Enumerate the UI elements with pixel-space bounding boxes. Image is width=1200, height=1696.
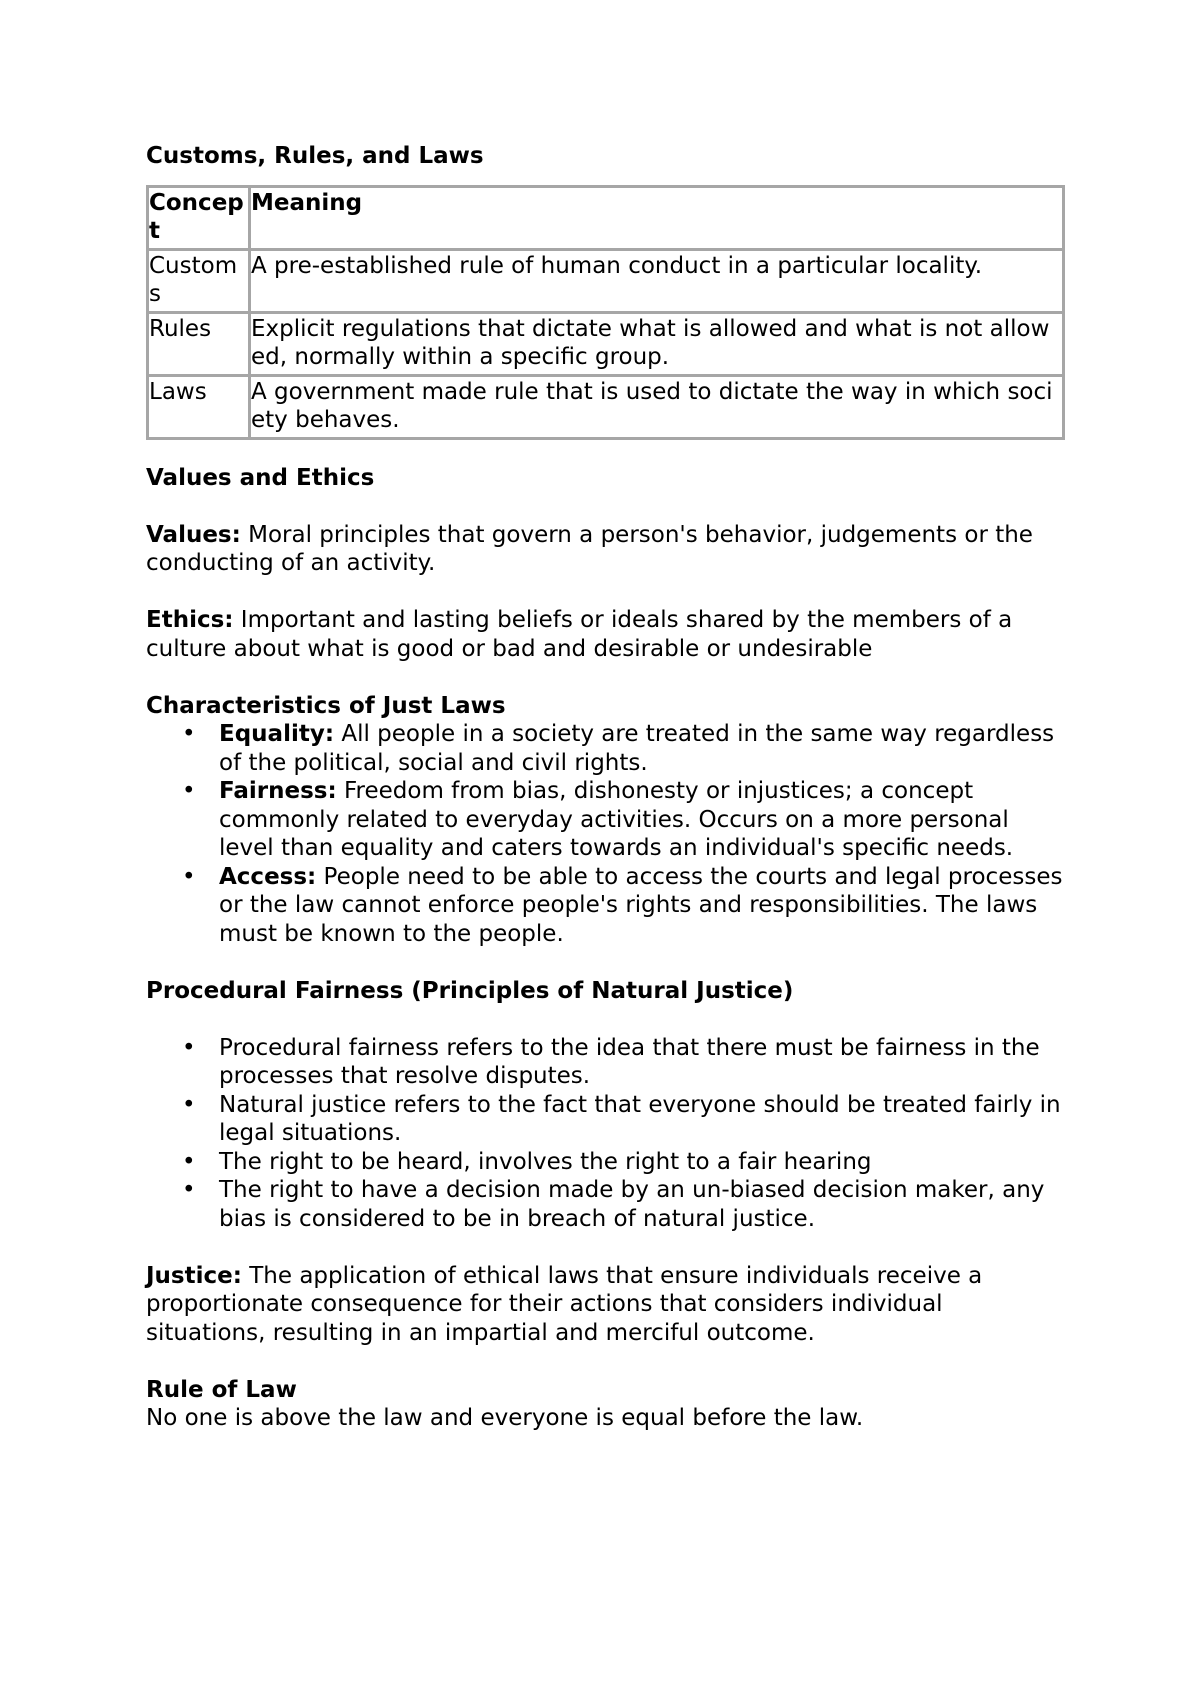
bullet-icon: • <box>182 1034 196 1061</box>
bullet-icon: • <box>182 1177 196 1203</box>
rule-of-law-heading: Rule of Law <box>146 1376 297 1403</box>
list-item-text: Procedural fairness refers to the idea that there must be fairness in the processes that resolve disputes. <box>219 1034 1040 1089</box>
document-page <box>146 142 1066 1433</box>
concepts-table <box>146 185 1065 440</box>
values-term: Values: <box>146 521 241 548</box>
table-header-meaning: Meaning <box>250 186 1064 249</box>
table-header-concept: Concept <box>148 186 250 249</box>
values-ethics-heading: Values and Ethics <box>146 464 375 491</box>
list-item-text: Freedom from bias, dishonesty or injustices; a concept commonly related to everyday activities. Occurs on a more personal level than equality and caters towards an individual's specific needs. <box>219 778 1014 861</box>
list-item <box>146 1176 1066 1233</box>
list-item <box>146 863 1066 949</box>
table-cell-concept: Rules <box>148 312 250 375</box>
list-item-text: The right to be heard, involves the right to a fair hearing <box>219 1148 872 1175</box>
bullet-icon: • <box>182 863 196 890</box>
ethics-term: Ethics: <box>146 607 234 633</box>
list-item-text: People need to be able to access the courts and legal processes or the law cannot enforce people's rights and responsibilities. The laws must be known to the people. <box>219 863 1063 947</box>
table-row <box>148 375 1064 438</box>
document-title: Customs, Rules, and Laws <box>146 143 484 169</box>
values-definition <box>146 521 1066 578</box>
justice-term: Justice: <box>146 1262 242 1289</box>
list-item <box>146 1034 1066 1091</box>
list-item-term: Equality: <box>219 721 335 747</box>
list-item <box>146 777 1066 863</box>
bullet-icon: • <box>182 1091 196 1118</box>
rule-of-law-text: No one is above the law and everyone is equal before the law. <box>146 1405 864 1431</box>
list-item-term: Fairness: <box>219 778 337 804</box>
ethics-definition <box>146 606 1066 663</box>
table-row <box>148 249 1064 312</box>
table-row <box>148 312 1064 375</box>
table-cell-meaning: A government made rule that is used to dictate the way in which society behaves. <box>250 375 1064 438</box>
procedural-list <box>146 1034 1066 1234</box>
list-item-term: Access: <box>219 863 317 890</box>
list-item-text: Natural justice refers to the fact that everyone should be treated fairly in legal situations. <box>219 1091 1061 1146</box>
table-cell-concept: Customs <box>148 249 250 312</box>
ethics-text: Important and lasting beliefs or ideals shared by the members of a culture about what is good or bad and desirable or undesirable <box>146 607 1013 662</box>
list-item-text: The right to have a decision made by an un-biased decision maker, any bias is considered to be in breach of natural justice. <box>219 1177 1045 1232</box>
list-item <box>146 720 1066 777</box>
table-cell-concept: Laws <box>148 375 250 438</box>
list-item <box>146 1091 1066 1148</box>
table-cell-meaning: Explicit regulations that dictate what is allowed and what is not allowed, normally within a specific group. <box>250 312 1064 375</box>
values-text: Moral principles that govern a person's behavior, judgements or the conducting of an activity. <box>146 521 1033 576</box>
procedural-heading: Procedural Fairness (Principles of Natural Justice) <box>146 977 794 1004</box>
bullet-icon: • <box>182 721 196 747</box>
bullet-icon: • <box>182 778 196 804</box>
bullet-icon: • <box>182 1148 196 1175</box>
just-laws-heading: Characteristics of Just Laws <box>146 692 506 719</box>
list-item-text: All people in a society are treated in the same way regardless of the political, social and civil rights. <box>219 721 1055 776</box>
justice-text: The application of ethical laws that ensure individuals receive a proportionate consequence for their actions that considers individual situations, resulting in an impartial and merciful outcome. <box>146 1262 983 1346</box>
just-laws-list <box>146 720 1066 948</box>
table-header-row <box>148 186 1064 249</box>
justice-definition <box>146 1262 1066 1348</box>
list-item <box>146 1148 1066 1177</box>
table-cell-meaning: A pre-established rule of human conduct in a particular locality. <box>250 249 1064 312</box>
